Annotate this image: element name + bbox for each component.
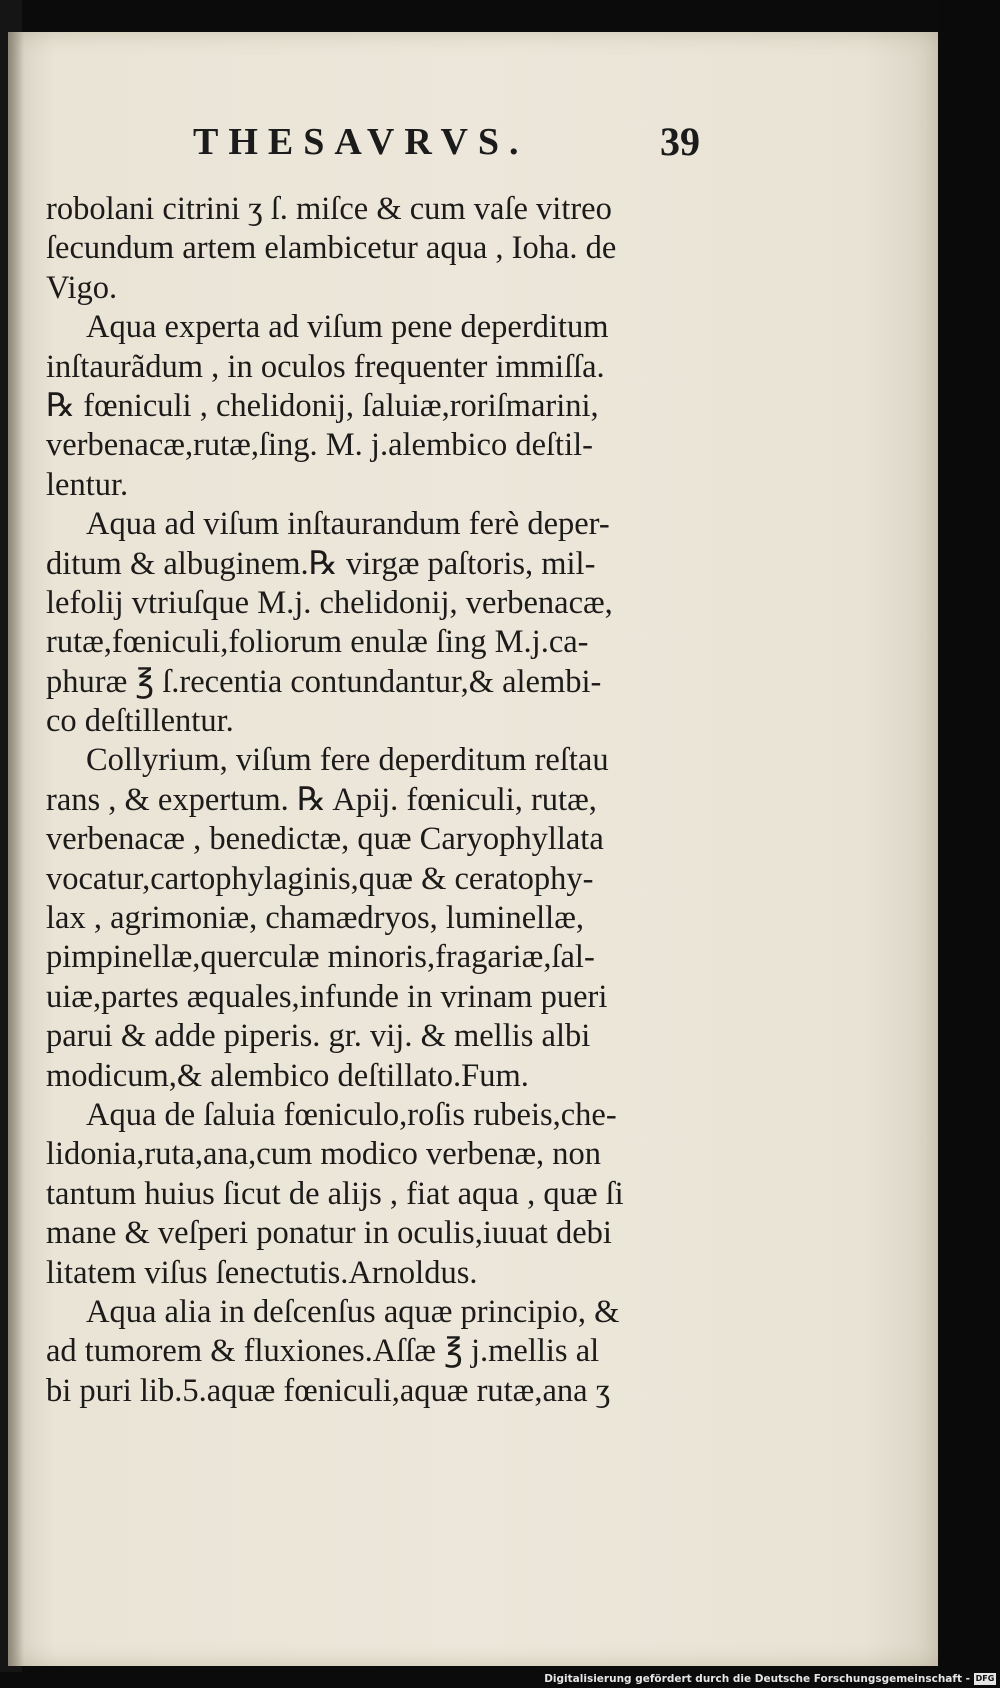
text-line: litatem viſus ſenectutis.Arnoldus. bbox=[46, 1254, 478, 1291]
text-line: lax , agrimoniæ, chamædryos, luminellæ, bbox=[46, 900, 584, 937]
page-number: 39 bbox=[660, 119, 700, 164]
text-line: ad tumorem & fluxiones.Aſſæ ℥ j.mellis al bbox=[46, 1333, 600, 1370]
text-line: ſecundum artem elambicetur aqua , Ioha. de bbox=[46, 230, 617, 267]
text-line: tantum huius ſicut de alijs , fiat aqua , quæ ſi bbox=[46, 1175, 624, 1212]
text-line: ditum & albuginem.℞ virgæ paſtoris, mil- bbox=[46, 545, 596, 582]
running-title: THESAVRVS. bbox=[193, 121, 529, 163]
text-line: rans , & expertum. ℞ Apij. fœniculi, rutæ, bbox=[46, 781, 597, 818]
paragraph-2 bbox=[46, 308, 716, 505]
text-line: bi puri lib.5.aquæ fœniculi,aquæ rutæ,ana ʒ bbox=[46, 1372, 611, 1409]
text-line: lidonia,ruta,ana,cum modico verbenæ, non bbox=[46, 1136, 602, 1173]
text-line: modicum,& alembico deſtillato.Fum. bbox=[46, 1057, 529, 1094]
paragraph-5 bbox=[46, 1096, 716, 1293]
text-line: uiæ,partes æquales,infunde in vrinam pueri bbox=[46, 978, 608, 1015]
paragraph-4 bbox=[46, 741, 716, 1096]
text-line: lefolij vtriuſque M.j. chelidonij, verbenacæ, bbox=[46, 584, 613, 621]
text-line: mane & veſperi ponatur in oculis,iuuat debi bbox=[46, 1215, 612, 1252]
text-line: phuræ ℥ ſ.recentia contundantur,& alembi- bbox=[46, 663, 602, 700]
text-line: verbenacæ , benedictæ, quæ Caryophyllata bbox=[46, 821, 604, 858]
paragraph-1 bbox=[46, 190, 716, 308]
text-line: Aqua alia in deſcenſus aquæ principio, & bbox=[86, 1293, 620, 1330]
text-line: Aqua ad viſum inſtaurandum ferè deper- bbox=[86, 506, 610, 543]
text-line: Vigo. bbox=[46, 269, 118, 306]
text-line: Aqua experta ad viſum pene deperditum bbox=[86, 309, 609, 346]
text-line: parui & adde piperis. gr. vij. & mellis albi bbox=[46, 1018, 591, 1055]
paragraph-3 bbox=[46, 505, 716, 741]
text-line: rutæ,fœniculi,foliorum enulæ ſing M.j.ca- bbox=[46, 624, 589, 661]
scan-background-right bbox=[938, 0, 1000, 1688]
text-line: co deſtillentur. bbox=[46, 703, 234, 740]
text-line: pimpinellæ,querculæ minoris,fragariæ,ſal- bbox=[46, 939, 595, 976]
body-text bbox=[46, 190, 716, 1411]
digitization-credit: Digitalisierung gefördert durch die Deutsche Forschungsgemeinschaft - bbox=[544, 1673, 970, 1685]
page-gutter-shadow bbox=[8, 32, 24, 1666]
text-line: inſtaurãdum , in oculos frequenter immiſſa. bbox=[46, 348, 605, 385]
text-line: Collyrium, viſum fere deperditum reſtau bbox=[86, 742, 609, 779]
paragraph-6 bbox=[46, 1293, 716, 1411]
text-line: robolani citrini ʒ ſ. miſce & cum vaſe vitreo bbox=[46, 191, 612, 227]
book-page bbox=[8, 32, 938, 1666]
text-line: vocatur,cartophylaginis,quæ & ceratophy- bbox=[46, 860, 594, 897]
text-line: ℞ fœniculi , chelidonij, ſaluiæ,roriſmarini, bbox=[46, 387, 599, 424]
text-line: Aqua de ſaluia fœniculo,roſis rubeis,che- bbox=[86, 1096, 617, 1133]
text-line: verbenacæ,rutæ,ſing. M. j.alembico deſtil- bbox=[46, 427, 593, 464]
text-line: lentur. bbox=[46, 466, 129, 503]
dfg-logo: DFG bbox=[975, 1674, 995, 1683]
